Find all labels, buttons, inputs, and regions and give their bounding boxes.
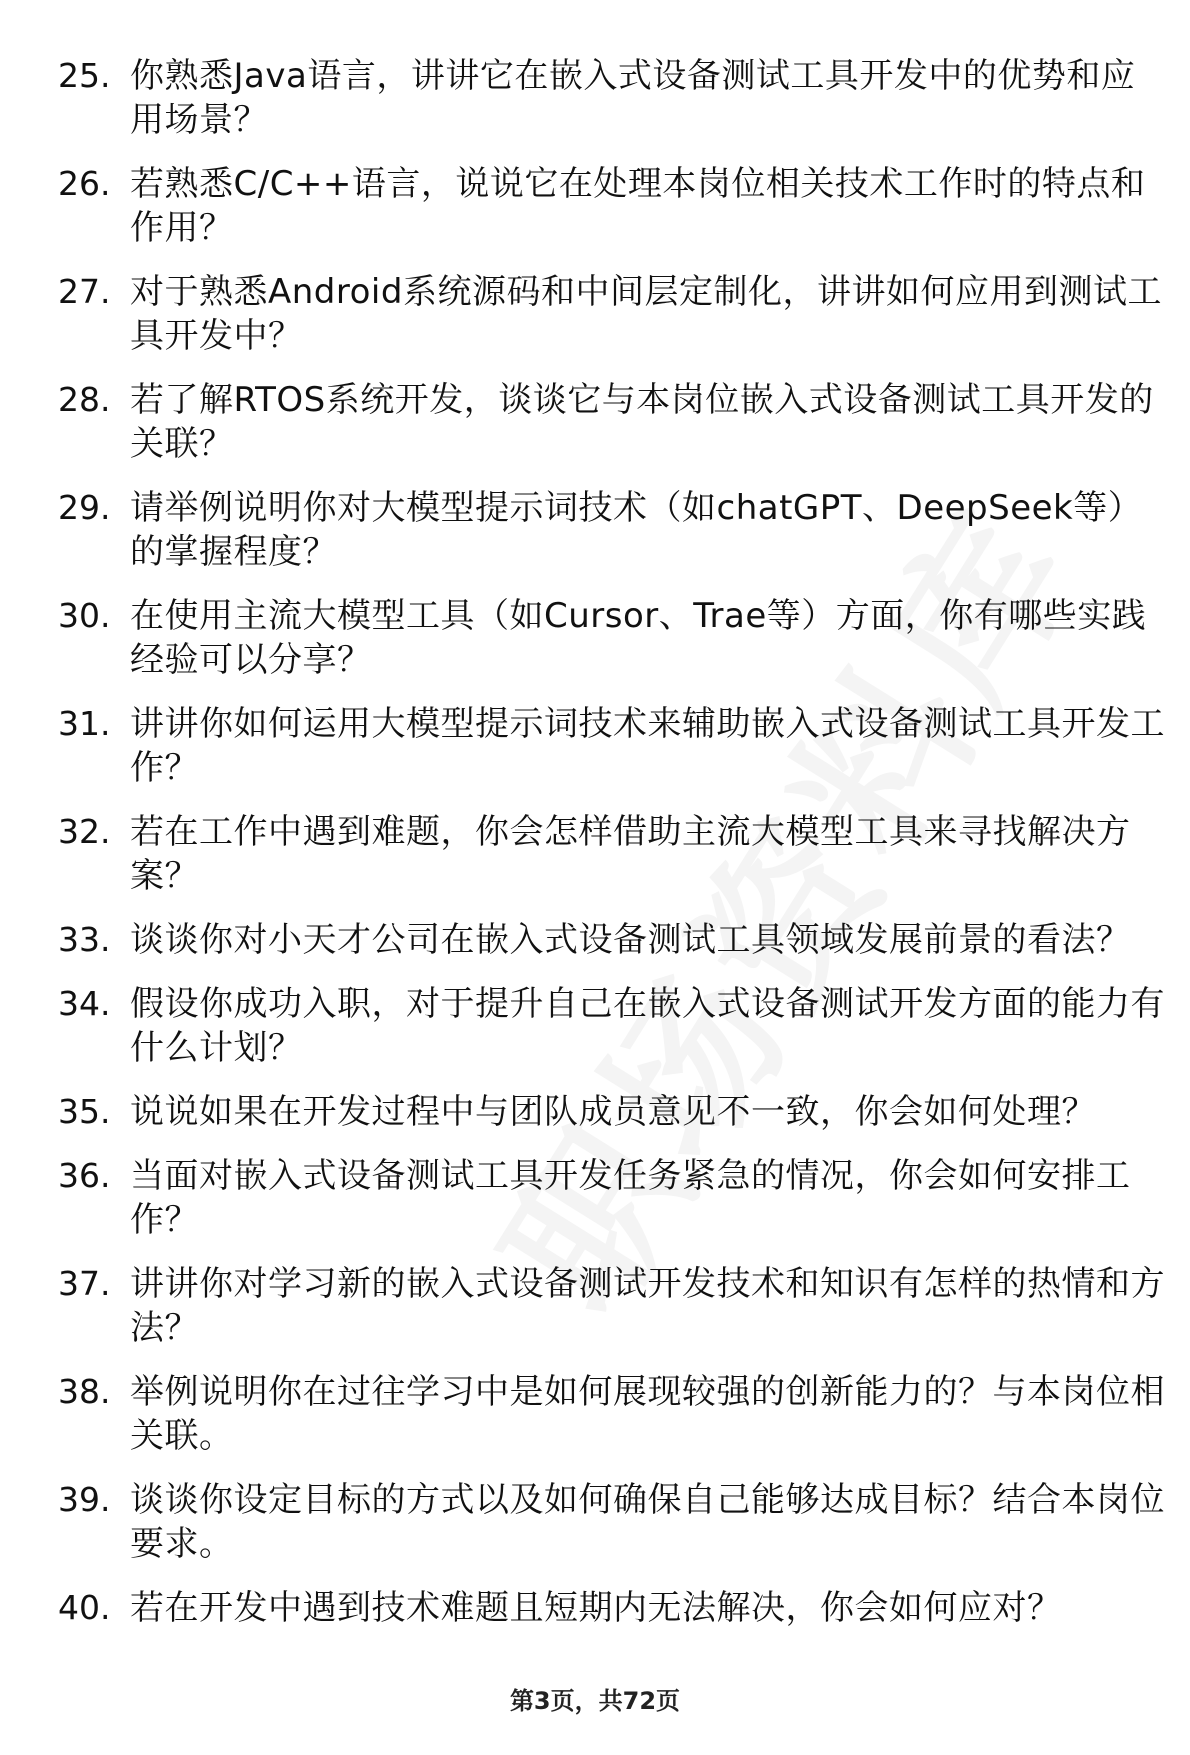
question-item [58,378,1168,466]
question-item [58,1370,1168,1458]
question-text: 说说如果在开发过程中与团队成员意见不一致，你会如何处理？ [130,1092,1096,1132]
question-number: 33. [58,920,111,959]
question-number: 32. [58,812,111,851]
question-text: 讲讲你对学习新的嵌入式设备测试开发技术和知识有怎样的热情和方法？ [130,1264,1165,1348]
question-item [58,918,1168,962]
question-item [58,270,1168,358]
question-item [58,594,1168,682]
question-item [58,702,1168,790]
question-number: 34. [58,984,111,1023]
question-text: 请举例说明你对大模型提示词技术（如chatGPT、DeepSeek等）的掌握程度？ [130,488,1143,572]
question-item [58,1478,1168,1566]
question-number: 27. [58,272,111,311]
question-item [58,1090,1168,1134]
page-number: 第3页，共72页 [509,1687,681,1715]
question-item [58,54,1168,142]
question-number: 30. [58,596,111,635]
question-text: 若在开发中遇到技术难题且短期内无法解决，你会如何应对？ [130,1588,1062,1628]
question-text: 假设你成功入职，对于提升自己在嵌入式设备测试开发方面的能力有什么计划？ [130,984,1165,1068]
question-text: 在使用主流大模型工具（如Cursor、Trae等）方面，你有哪些实践经验可以分享？ [130,596,1147,680]
question-text: 若了解RTOS系统开发，谈谈它与本岗位嵌入式设备测试工具开发的关联？ [130,380,1154,464]
question-text: 对于熟悉Android系统源码和中间层定制化，讲讲如何应用到测试工具开发中？ [130,272,1162,356]
question-number: 35. [58,1092,111,1131]
question-item [58,810,1168,898]
question-text: 若熟悉C/C++语言，说说它在处理本岗位相关技术工作时的特点和作用？ [130,164,1146,248]
question-item [58,982,1168,1070]
question-number: 36. [58,1156,111,1195]
question-number: 31. [58,704,111,743]
question-text: 谈谈你设定目标的方式以及如何确保自己能够达成目标？结合本岗位要求。 [130,1480,1165,1564]
question-item [58,162,1168,250]
question-item [58,1154,1168,1242]
question-number: 29. [58,488,111,527]
question-item [58,486,1168,574]
question-number: 38. [58,1372,111,1411]
question-item [58,1586,1168,1630]
question-number: 26. [58,164,111,203]
question-text: 若在工作中遇到难题，你会怎样借助主流大模型工具来寻找解决方案？ [130,812,1131,896]
question-text: 举例说明你在过往学习中是如何展现较强的创新能力的？与本岗位相关联。 [130,1372,1165,1456]
question-number: 39. [58,1480,111,1519]
question-number: 37. [58,1264,111,1303]
question-text: 谈谈你对小天才公司在嵌入式设备测试工具领域发展前景的看法？ [130,920,1131,960]
question-text: 讲讲你如何运用大模型提示词技术来辅助嵌入式设备测试工具开发工作？ [130,704,1165,788]
question-number: 28. [58,380,111,419]
question-number: 25. [58,56,111,95]
question-number: 40. [58,1588,111,1627]
question-list [58,54,1168,1650]
question-text: 你熟悉Java语言，讲讲它在嵌入式设备测试工具开发中的优势和应用场景？ [130,56,1136,140]
question-item [58,1262,1168,1350]
question-text: 当面对嵌入式设备测试工具开发任务紧急的情况，你会如何安排工作？ [130,1156,1131,1240]
